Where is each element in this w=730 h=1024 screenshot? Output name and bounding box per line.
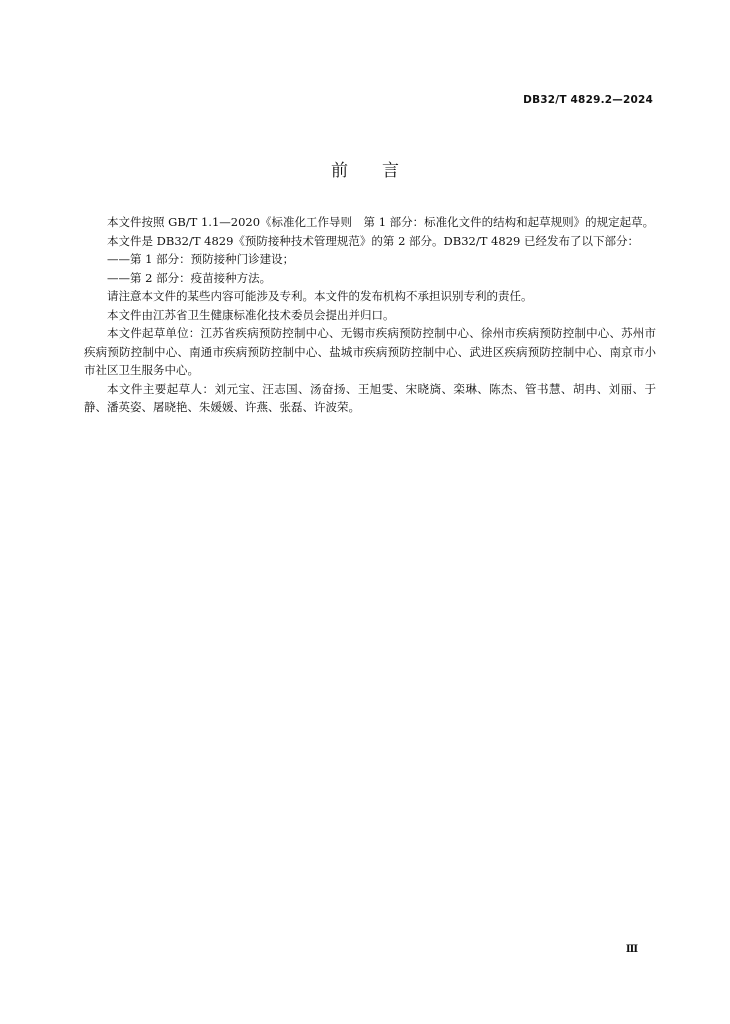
paragraph-proposer: 本文件由江苏省卫生健康标准化技术委员会提出并归口。 <box>107 307 395 322</box>
paragraph-drafters: 本文件主要起草人：刘元宝、汪志国、汤奋扬、王旭雯、宋晓旖、栾琳、陈杰、管书慧、胡冉、刘丽、于静、潘英姿、屠晓艳、朱媛媛、许燕、张磊、许波荣。 <box>84 381 656 414</box>
paragraph-drafting-rules: 本文件按照 GB/T 1.1—2020《标准化工作导则 第 1 部分：标准化文件的结构和起草规则》的规定起草。 <box>107 215 655 229</box>
list-item-part-2: ——第 2 部分：疫苗接种方法。 <box>107 270 272 285</box>
title-char-1: 前 <box>331 161 348 181</box>
list-item-part-1: ——第 1 部分：预防接种门诊建设； <box>107 252 295 266</box>
paragraph-patent-notice: 请注意本文件的某些内容可能涉及专利。本文件的发布机构不承担识别专利的责任。 <box>107 289 533 303</box>
paragraph-drafting-units: 本文件起草单位：江苏省疾病预防控制中心、无锡市疾病预防控制中心、徐州市疾病预防控制中心、苏州市疾病预防控制中心、南通市疾病预防控制中心、盐城市疾病预防控制中心、武进区疾病预防控制中心、南京市小市社区卫生服务中心。 <box>84 326 656 377</box>
paragraph-series-info: 本文件是 DB32/T 4829《预防接种技术管理规范》的第 2 部分。DB32/T 4829 已经发布了以下部分： <box>107 233 639 248</box>
page-number: Ⅲ <box>625 944 638 955</box>
title-char-2: 言 <box>382 161 399 181</box>
document-number: DB32/T 4829.2—2024 <box>523 94 653 106</box>
foreword-title <box>0 156 730 181</box>
foreword-body <box>84 213 656 417</box>
